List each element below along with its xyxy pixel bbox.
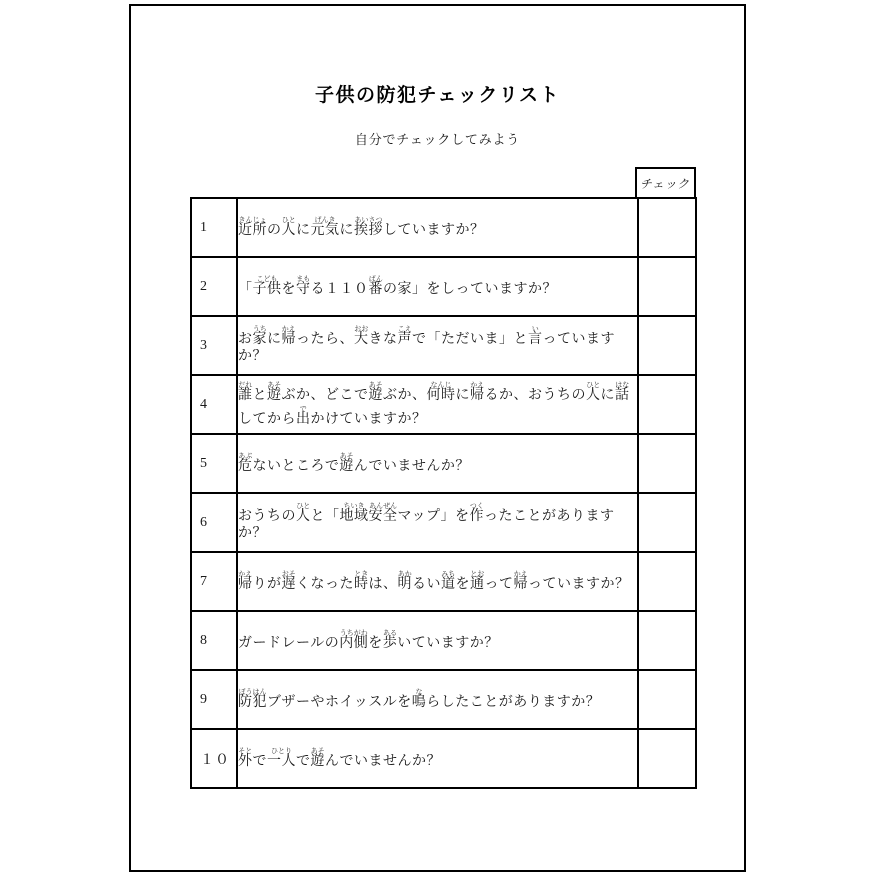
- check-cell[interactable]: [638, 375, 696, 434]
- checklist-row: [191, 434, 696, 493]
- question-cell: [237, 729, 638, 788]
- check-cell[interactable]: [638, 316, 696, 375]
- question-cell: [237, 493, 638, 552]
- checklist-row: [191, 316, 696, 375]
- document-page: [129, 4, 746, 872]
- question-cell: [237, 611, 638, 670]
- check-cell[interactable]: [638, 552, 696, 611]
- checklist-row: [191, 375, 696, 434]
- checklist-row: [191, 611, 696, 670]
- row-number: 8: [191, 611, 237, 670]
- question-line: おうちの人ひとと「地域ちいき安全あんぜんマップ」を作つくったことがあります: [238, 502, 615, 525]
- row-number: 5: [191, 434, 237, 493]
- check-cell[interactable]: [638, 670, 696, 729]
- question-line: 外そとで一人ひとりで遊あそんでいませんか？: [238, 746, 441, 769]
- checklist-row: [191, 552, 696, 611]
- checklist-row: [191, 198, 696, 257]
- checklist-row: [191, 729, 696, 788]
- row-number: 3: [191, 316, 237, 375]
- check-cell[interactable]: [638, 729, 696, 788]
- row-number: 1: [191, 198, 237, 257]
- question-cell: [237, 434, 638, 493]
- question-cell: [237, 670, 638, 729]
- row-number: 4: [191, 375, 237, 434]
- question-line: 誰だれと遊あそぶか、どこで遊あそぶか、何時なんじに帰かえるか、おうちの人ひとに話はな: [238, 380, 630, 403]
- row-number: １０: [191, 729, 237, 788]
- question-cell: [237, 316, 638, 375]
- question-cell: [237, 198, 638, 257]
- page-title: 子供の防犯チェックリスト: [314, 85, 561, 106]
- check-column-header: [635, 167, 696, 199]
- checklist-row: [191, 257, 696, 316]
- row-number: 9: [191, 670, 237, 729]
- question-line: 防犯ぼうはんブザーやホイッスルを鳴ならしたことがありますか？: [238, 687, 601, 710]
- checklist-table: [190, 197, 697, 789]
- question-cell: [237, 257, 638, 316]
- question-line: か？: [238, 526, 267, 541]
- row-number: 2: [191, 257, 237, 316]
- question-line: 危あぶないところで遊あそんでいませんか？: [238, 451, 470, 474]
- question-line: 「子供こどもを守まもる１１０番ばんの家」をしっていますか？: [238, 274, 557, 297]
- check-header-label: チェック: [639, 176, 692, 191]
- question-line: ガードレールの内側うちがわを歩あるいていますか？: [238, 628, 499, 651]
- question-line: してから出でかけていますか？: [238, 404, 427, 427]
- check-cell[interactable]: [638, 493, 696, 552]
- question-line: 近所きんじょの人ひとに元気げんきに挨拶あいさつしていますか？: [238, 215, 485, 238]
- checklist-row: [191, 493, 696, 552]
- check-cell[interactable]: [638, 257, 696, 316]
- check-cell[interactable]: [638, 611, 696, 670]
- question-line: お家うちに帰かえったら、大おおきな声こえで「ただいま」と言いっています: [238, 325, 615, 348]
- row-number: 7: [191, 552, 237, 611]
- question-cell: [237, 552, 638, 611]
- question-cell: [237, 375, 638, 434]
- check-cell[interactable]: [638, 198, 696, 257]
- question-line: 帰かえりが遅おそくなった時ときは、明あかるい道みちを通とおって帰かえっていますか？: [238, 569, 630, 592]
- question-line: か？: [238, 349, 267, 364]
- page-subtitle: 自分でチェックしてみよう: [354, 132, 521, 147]
- check-cell[interactable]: [638, 434, 696, 493]
- row-number: 6: [191, 493, 237, 552]
- checklist-row: [191, 670, 696, 729]
